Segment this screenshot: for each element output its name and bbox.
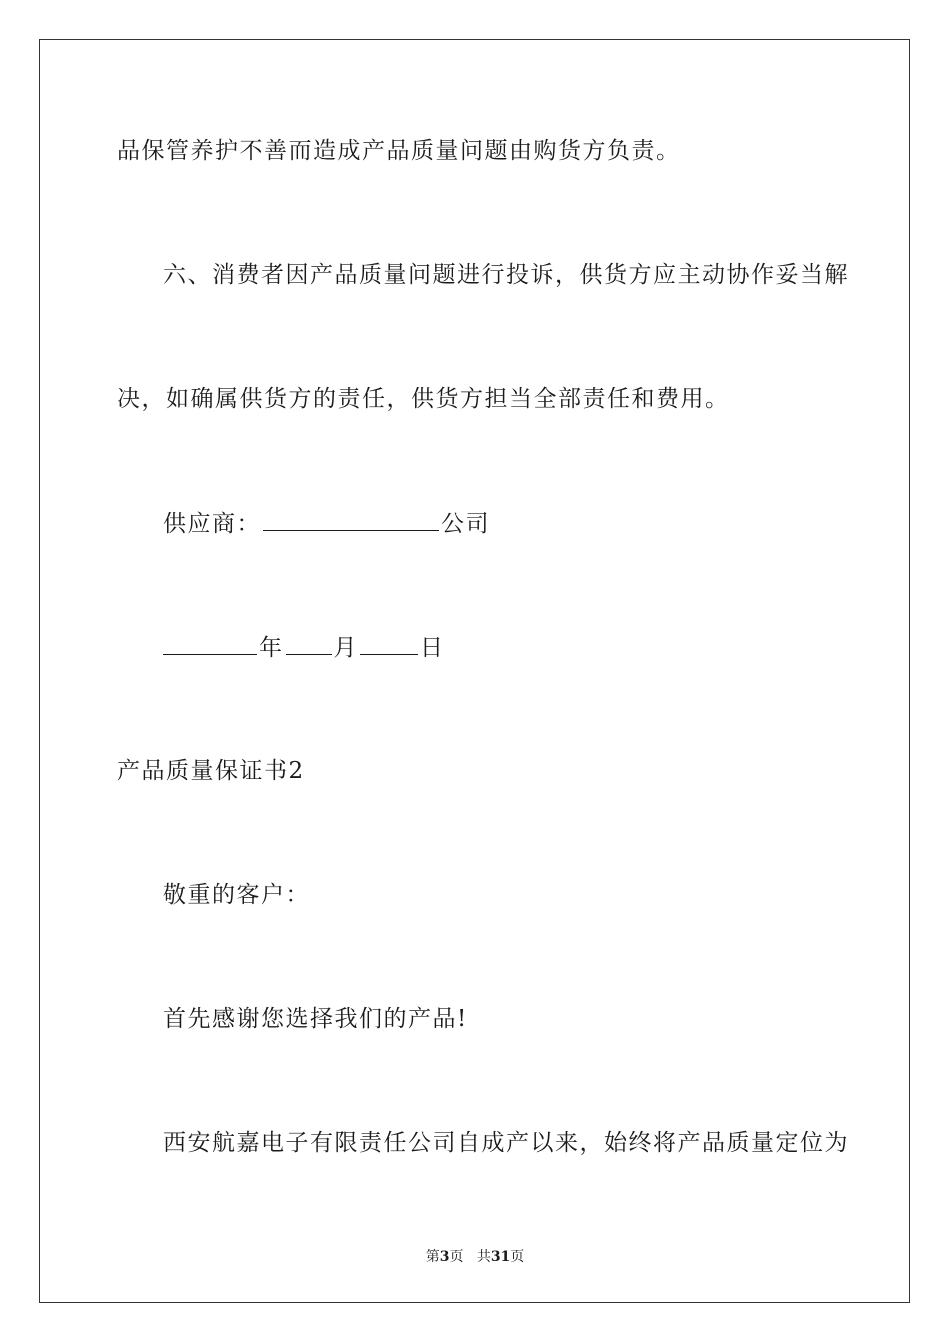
page-footer (0, 1248, 950, 1266)
date-month-label: 月 (333, 635, 358, 661)
footer-page-number: 3 (439, 1249, 450, 1265)
supplier-suffix: 公司 (441, 511, 490, 537)
paragraph-line: 西安航嘉电子有限责任公司自成产以来，始终将产品质量定位为 (163, 1130, 849, 1156)
footer-page-unit: 页 (449, 1249, 464, 1265)
supplier-blank (263, 508, 439, 531)
paragraph-line: 品保管养护不善而造成产品质量问题由购货方负责。 (117, 138, 681, 164)
footer-total-pages: 31 (490, 1249, 511, 1265)
date-day-label: 日 (420, 635, 445, 661)
day-blank (360, 632, 418, 655)
section-title: 产品质量保证书2 (117, 758, 305, 784)
paragraph-line: 首先感谢您选择我们的产品! (163, 1006, 468, 1032)
date-year-label: 年 (259, 635, 284, 661)
supplier-label: 供应商： (163, 511, 261, 537)
footer-total-prefix: 共 (476, 1249, 491, 1265)
year-blank (163, 632, 257, 655)
footer-page-prefix: 第 (425, 1249, 440, 1265)
greeting: 敬重的客户： (163, 882, 310, 908)
paragraph-line: 决，如确属供货方的责任，供货方担当全部责任和费用。 (117, 386, 730, 412)
page-border (39, 39, 910, 1303)
paragraph-line: 六、消费者因产品质量问题进行投诉，供货方应主动协作妥当解 (163, 262, 849, 288)
month-blank (286, 632, 332, 655)
date-line (163, 632, 445, 663)
supplier-line (163, 508, 490, 539)
footer-total-unit: 页 (510, 1249, 525, 1265)
